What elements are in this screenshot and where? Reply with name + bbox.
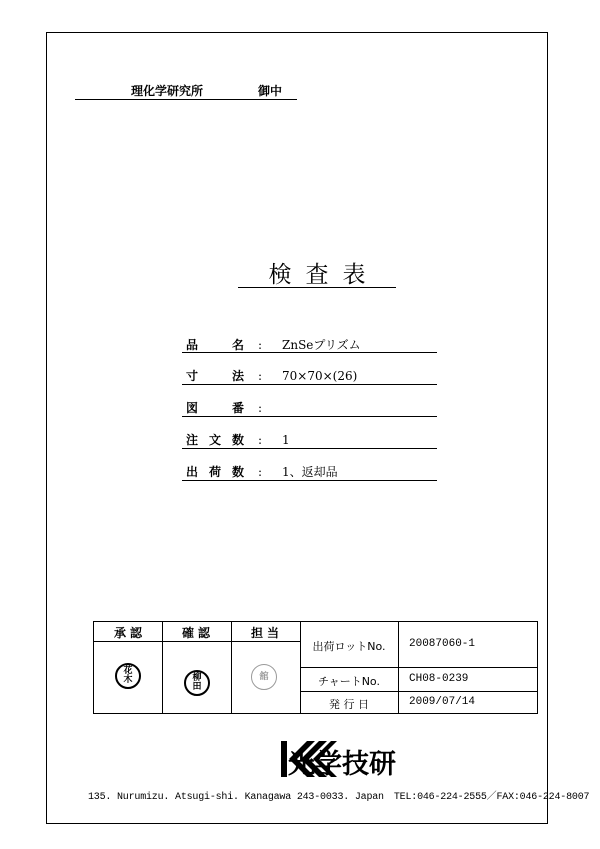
addressee-line bbox=[75, 82, 297, 100]
company-contact: TEL:046-224-2555／FAX:046-224-8007 bbox=[393, 792, 590, 803]
lot-number-value: 20087060-1 bbox=[409, 638, 476, 650]
field-value: 1、返却品 bbox=[282, 465, 338, 479]
field-drawing-number: 図 番 : bbox=[182, 385, 437, 417]
approval-table bbox=[93, 621, 538, 714]
field-label: 品 名 bbox=[186, 338, 244, 352]
company-address-line bbox=[88, 787, 589, 803]
confirm-seal-icon: 柳 田 bbox=[184, 670, 210, 696]
addressee-organization: 理化学研究所 bbox=[131, 84, 204, 98]
field-value: 1 bbox=[282, 433, 290, 447]
field-order-quantity: 注 文 数 : 1 bbox=[182, 417, 437, 449]
spec-fields bbox=[182, 336, 437, 481]
chart-number-label: チャートNo. bbox=[318, 675, 380, 688]
header-staff: 担当 bbox=[250, 626, 283, 640]
approval-seal-icon: 花 木 bbox=[115, 663, 141, 689]
chart-number-value: CH08-0239 bbox=[409, 673, 469, 685]
field-label: 出 荷 数 bbox=[186, 465, 244, 479]
document-title: 検査表 bbox=[238, 256, 396, 288]
lot-number-label: 出荷ロットNo. bbox=[312, 640, 386, 653]
addressee-honorific: 御中 bbox=[258, 84, 283, 98]
company-name: 光学技研 bbox=[288, 749, 396, 780]
field-label: 図 番 bbox=[186, 401, 244, 415]
field-value: ZnSeプリズム bbox=[282, 338, 361, 352]
header-confirm: 確認 bbox=[181, 626, 214, 640]
field-shipped-quantity: 出 荷 数 : 1、返却品 bbox=[182, 449, 437, 481]
staff-seal-icon: 舘 bbox=[251, 664, 277, 690]
issue-date-value: 2009/07/14 bbox=[409, 696, 476, 708]
header-approval: 承認 bbox=[113, 626, 146, 640]
field-dimensions: 寸 法 : 70×70×(26) bbox=[182, 353, 437, 385]
field-product-name: 品 名 : ZnSeプリズム bbox=[182, 336, 437, 353]
issue-date-label: 発 行 日 bbox=[329, 698, 369, 711]
field-label: 注 文 数 bbox=[186, 433, 244, 447]
field-value: 70×70×(26) bbox=[282, 369, 358, 383]
company-address: 135. Nurumizu. Atsugi-shi. Kanagawa 243-0033. Japan bbox=[88, 792, 384, 803]
field-label: 寸 法 bbox=[186, 369, 244, 383]
